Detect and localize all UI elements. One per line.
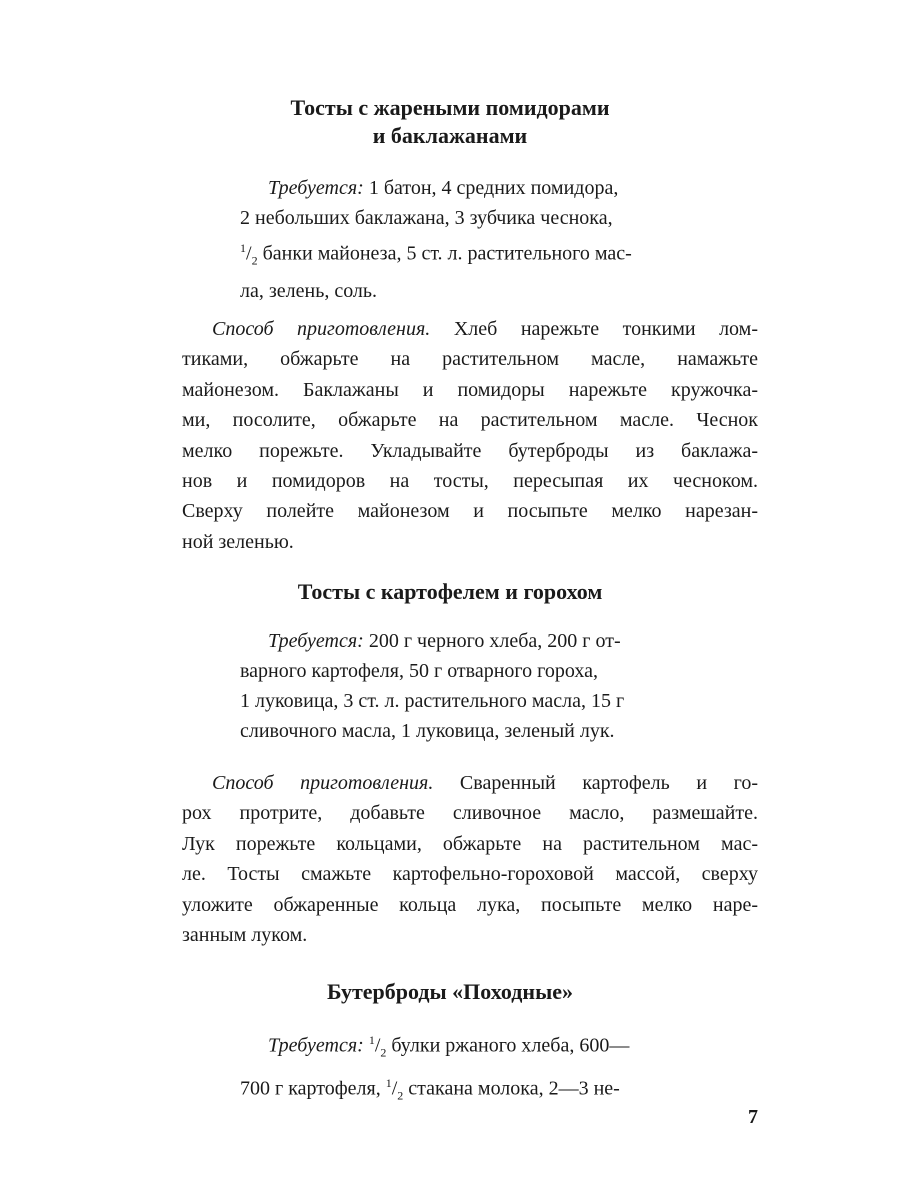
method-line: мелко порежьте. Укладывайте бутерброды из баклажа- [182, 439, 758, 462]
fraction-denominator: 2 [251, 253, 258, 268]
method-line: Лук порежьте кольцами, обжарьте на растительном мас- [182, 832, 758, 855]
method-line: майонезом. Баклажаны и помидоры нарежьте кружочка- [182, 378, 758, 401]
ingredients-label: Требуется: [268, 177, 364, 199]
ingredients-label: Требуется: [268, 1034, 364, 1057]
method-label: Способ приготовления. [212, 318, 431, 340]
ingredients-label: Требуется: [268, 630, 364, 652]
ingredients-line: 2 небольших баклажана, 3 зубчика чеснока, [240, 207, 613, 229]
method-line: ле. Тосты смажьте картофельно-гороховой массой, сверху [182, 863, 758, 886]
method-line: нов и помидоров на тосты, пересыпая их чесноком. [182, 470, 758, 493]
ingredients-line: Требуется: $^1/_2$ булки ржаного хлеба, 600— [268, 1033, 630, 1060]
ingredients-line: сливочного масла, 1 луковица, зеленый лук. [240, 720, 615, 742]
method-block [182, 314, 758, 557]
method-line: ной зеленью. [182, 530, 294, 553]
fraction-numerator: 1 [368, 1033, 375, 1047]
ingredients-line: Требуется: 200 г черного хлеба, 200 г от- [268, 630, 621, 652]
ingredients-line: 1 луковица, 3 ст. л. растительного масла, 15 г [240, 690, 625, 712]
ingredients-line: ла, зелень, соль. [240, 279, 378, 302]
method-line: тиками, обжарьте на растительном масле, намажьте [182, 348, 758, 371]
ingredients-line: варного картофеля, 50 г отварного гороха, [240, 660, 598, 682]
title-line: Тосты с картофелем и горохом [297, 579, 603, 604]
method-line: Способ приготовления. Сваренный картофель и го- [212, 772, 758, 794]
method-line: ми, посолите, обжарьте на растительном масле. Чеснок [182, 409, 758, 432]
ingredients-line: 700 г картофеля, $^1/_2$ стакана молока, 2—3 не- [240, 1075, 620, 1103]
method-line: Способ приготовления. Хлеб нарежьте тонкими лом- [212, 318, 758, 340]
method-line: рох протрите, добавьте сливочное масло, размешайте. [182, 802, 758, 825]
recipe-title [150, 978, 750, 1006]
fraction-denominator: 2 [397, 1088, 404, 1103]
ingredients-line: Требуется: 1 батон, 4 средних помидора, [268, 177, 619, 199]
method-label: Способ приготовления. [212, 772, 434, 794]
fraction-numerator: 1 [240, 241, 246, 255]
ingredients-block [240, 1025, 710, 1110]
method-line: Сверху полейте майонезом и посыпьте мелко нарезан- [182, 500, 758, 523]
ingredients-block [240, 173, 710, 306]
recipe-title [150, 94, 750, 150]
title-line: и баклажанами [372, 123, 528, 148]
method-block [182, 768, 758, 950]
fraction-denominator: 2 [380, 1045, 387, 1060]
ingredients-line: $^1/_2$ банки майонеза, 5 ст. л. растительного мас- [240, 241, 632, 268]
ingredients-block [240, 626, 710, 746]
title-line: Бутерброды «Походные» [326, 979, 574, 1004]
recipe-title [150, 578, 750, 606]
method-line: уложите обжаренные кольца лука, посыпьте мелко наре- [182, 893, 758, 916]
page-number: 7 [748, 1106, 758, 1128]
fraction-numerator: 1 [385, 1075, 392, 1090]
method-line: занным луком. [182, 924, 308, 947]
title-line: Тосты с жареными помидорами [290, 95, 610, 120]
